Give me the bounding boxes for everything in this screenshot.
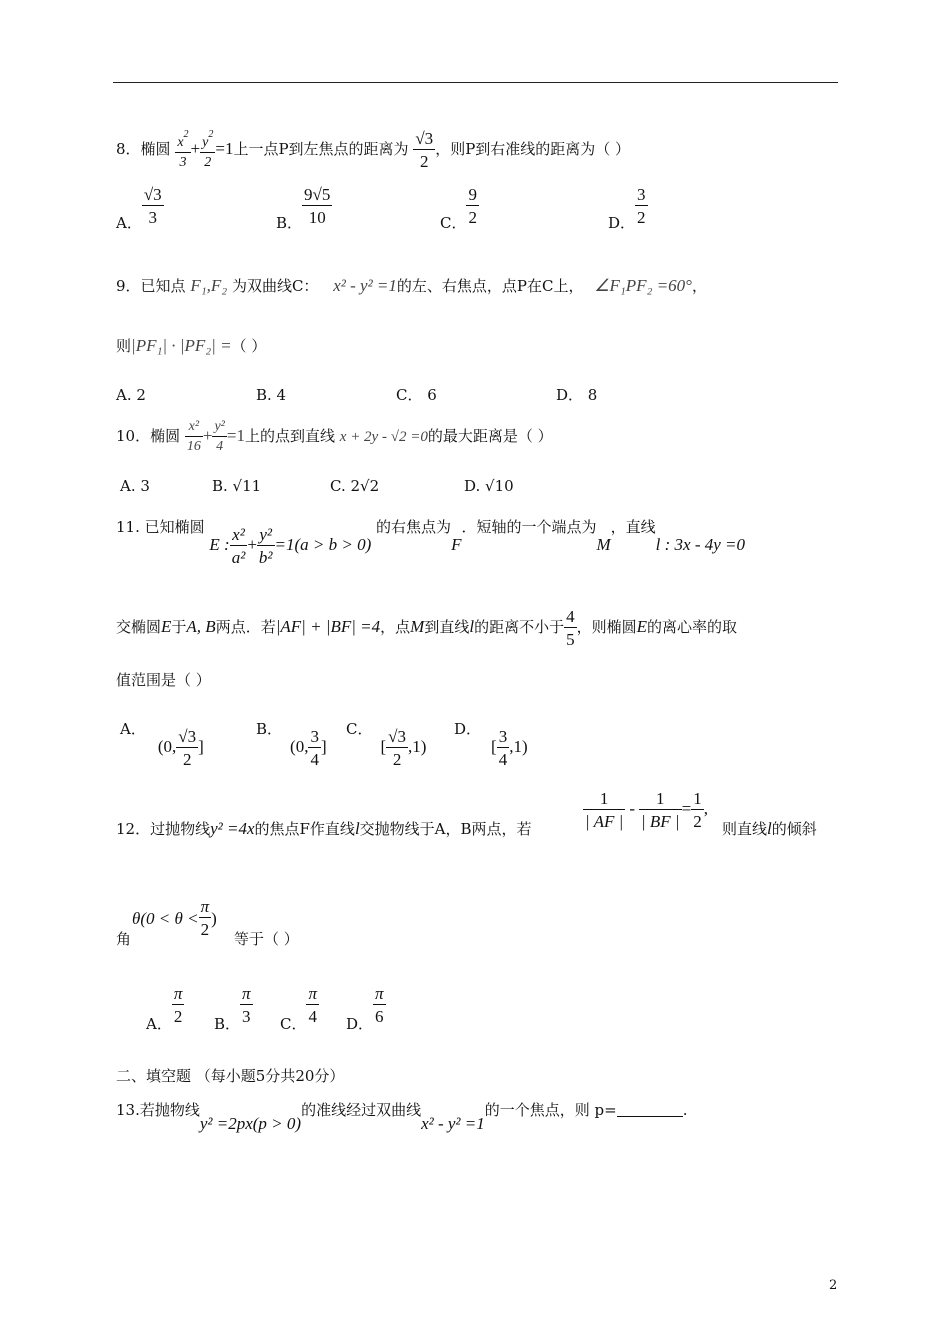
q11-option-d[interactable]: D．[ $\frac{3}{4}$ ,1) <box>454 720 528 769</box>
q12-option-a[interactable]: A． $\frac{\pi}{2}$ <box>146 984 183 1033</box>
q12-parabola: y² =4x <box>210 819 255 838</box>
q11-sum-expr: |AF| + |BF| =4 <box>275 617 381 636</box>
q12-line2-tail: 等于（ ） <box>234 930 299 948</box>
q11-line-eq: l : 3x - 4y =0 <box>655 535 746 554</box>
q11-y-fraction: $\frac{\text{y²}}{\text{b²}}$ <box>258 525 273 567</box>
q10-x-fraction: $\frac{\text{x²}}{16}$ <box>186 419 201 454</box>
q8-x-fraction: $\frac{x^2}{3}$ <box>177 129 189 170</box>
question-8: 8．椭圆 $\frac{x^2}{3}$ + $\frac{y^2}{2}$ =1上一点P到左焦点的距离为 $\frac{√3}{2}$ ，则P到右准线的距离为（ ） <box>116 129 631 171</box>
q13-parabola: y² =2px(p > 0) <box>199 1114 302 1133</box>
q9-product-expr: |PF₁| · |PF₂| = <box>131 336 232 355</box>
q8-option-c[interactable]: C． $\frac{9}{2}$ <box>440 185 477 232</box>
q10-option-d[interactable]: D. √10 <box>464 477 514 495</box>
q11-option-a[interactable]: A．(0, $\frac{√3}{2}$ ] <box>120 720 204 769</box>
q9-option-d[interactable]: D． 8 <box>556 386 598 404</box>
q13-hyperbola: x² - y² =1 <box>421 1114 485 1133</box>
q9-option-c[interactable]: C． 6 <box>396 386 437 404</box>
question-9: 9．已知点 F₁,F₂ 为双曲线C： x² - y² =1的左、右焦点，点P在C上， ∠F₁PF₂ =60°， <box>116 276 707 295</box>
q11-ellipse-name: E : <box>209 535 230 554</box>
q12-theta-range: θ(0 < θ < $\frac{\pi}{2}$ ) <box>132 897 217 939</box>
q8-distance-fraction: $\frac{√3}{2}$ <box>415 129 434 171</box>
q12-line2: 角 <box>116 930 132 948</box>
q8-option-b[interactable]: B． $\frac{9√5}{10}$ <box>276 185 331 232</box>
q11-line2: 交椭圆E于A, B两点．若|AF| + |BF| =4，点M到直线l的距离不小于 $\frac{4}{5}$ ，则椭圆E的离心率的取 <box>116 607 738 649</box>
q13-answer-blank[interactable] <box>617 1103 683 1117</box>
q9-line2: 则|PF₁| · |PF₂| =（ ） <box>116 336 267 355</box>
q8-option-d[interactable]: D． $\frac{3}{2}$ <box>608 185 646 232</box>
q10-option-b[interactable]: B. √11 <box>212 477 262 495</box>
question-10: 10．椭圆 $\frac{\text{x²}}{16}$ + $\frac{\text{y²}}{4}$ =1上的点到直线 x + 2y - √2 =0的最大距离是（ ） <box>116 419 553 454</box>
q10-y-fraction: $\frac{\text{y²}}{4}$ <box>214 419 225 454</box>
q12-tail: 则直线l的倾斜 <box>722 819 817 838</box>
q10-option-c[interactable]: C. 2√2 <box>330 477 380 495</box>
question-13: 13.若抛物线y² =2px(p > 0)的准线经过双曲线x² - y² =1的一个焦点，则 p= . <box>116 1101 688 1133</box>
q8-option-a[interactable]: A． $\frac{√3}{3}$ <box>116 185 162 232</box>
q10-line-eq: x + 2y - √2 =0 <box>339 429 428 445</box>
q9-option-b[interactable]: B. 4 <box>256 386 287 404</box>
q12-option-d[interactable]: D． $\frac{\pi}{6}$ <box>346 984 384 1033</box>
q9-option-a[interactable]: A. 2 <box>116 386 146 404</box>
q9-angle: ∠F₁PF₂ =60° <box>594 276 692 295</box>
q12-option-c[interactable]: C． $\frac{\pi}{4}$ <box>280 984 318 1033</box>
q12-reciprocal-expr: $\frac{1}{| AF |}$ - $\frac{1}{| BF |}$ = $\frac{1}{2}$ , <box>585 789 708 831</box>
q9-hyperbola: x² - y² =1 <box>333 276 397 295</box>
header-rule <box>113 82 838 83</box>
question-12: 12．过抛物线y² =4x的焦点F作直线l交抛物线于A，B两点，若 <box>116 819 532 838</box>
q8-y-fraction: $\frac{y^2}{2}$ <box>202 129 214 170</box>
q11-option-c[interactable]: C．[ $\frac{√3}{2}$ ,1) <box>346 720 427 769</box>
section-2-heading: 二、填空题 （每小题5分共20分） <box>116 1067 345 1085</box>
q12-option-b[interactable]: B． $\frac{\pi}{3}$ <box>214 984 251 1033</box>
q8-stem: 8．椭圆 <box>116 140 171 158</box>
q11-line3: 值范围是（ ） <box>116 671 211 689</box>
q11-four-fifths: $\frac{4}{5}$ <box>566 607 575 649</box>
q11-option-b[interactable]: B．(0, $\frac{3}{4}$ ] <box>256 720 327 769</box>
question-11: 11. 已知椭圆 E : $\frac{\text{x²}}{\text{a²}}$ + $\frac{\text{y²}}{\text{b²}}$ =1(a > b > 0) 的右焦点为F．短轴的一个端点为M，直线l : 3x - 4y =0 <box>116 518 746 567</box>
q9-foci: F₁,F₂ <box>190 276 228 295</box>
q11-x-fraction: $\frac{\text{x²}}{\text{a²}}$ <box>231 525 246 567</box>
q10-option-a[interactable]: A. 3 <box>120 477 150 495</box>
page-number: 2 <box>829 1278 838 1293</box>
